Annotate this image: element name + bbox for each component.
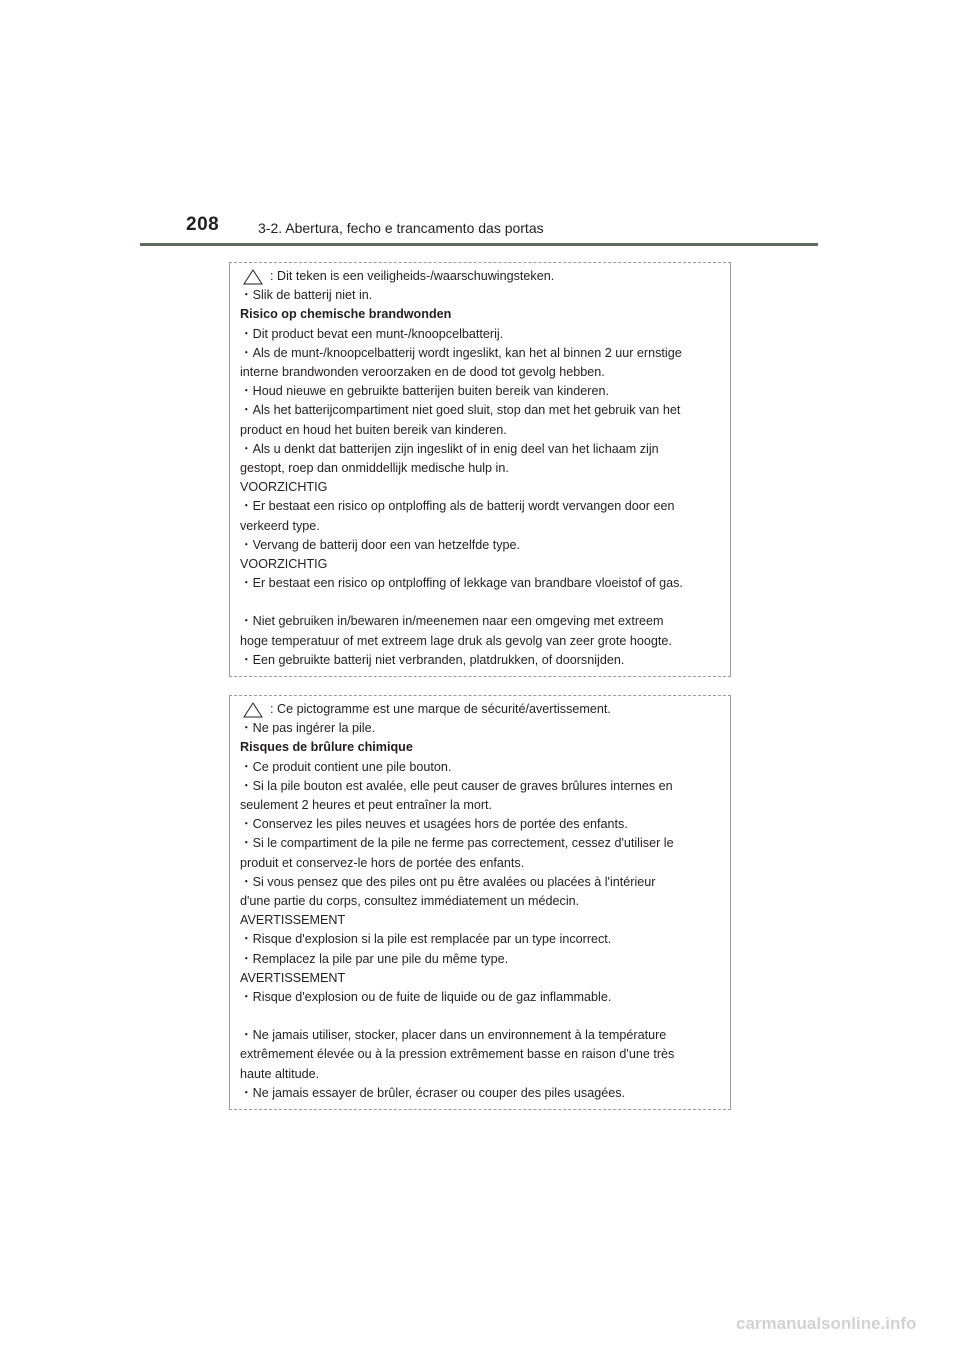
text-line: ・Als de munt-/knoopcelbatterij wordt ingeslikt, kan het al binnen 2 uur ernstige	[240, 345, 682, 360]
warning-symbol-line	[240, 700, 720, 719]
warning-triangle-icon	[240, 269, 266, 285]
text-line: produit et conservez-le hors de portée des enfants.	[240, 855, 525, 870]
text-line: seulement 2 heures et peut entraîner la mort.	[240, 798, 493, 813]
page-number: 208	[186, 214, 220, 235]
text-line: ・Vervang de batterij door een van hetzelfde type.	[240, 537, 521, 552]
text-line: ・Als het batterijcompartiment niet goed sluit, stop dan met het gebruik van het	[240, 403, 681, 418]
warning-box-french	[229, 695, 731, 1110]
text-line: product en houd het buiten bereik van kinderen.	[240, 422, 507, 437]
warning-symbol-line	[240, 267, 720, 286]
text-line: gestopt, roep dan onmiddellijk medische hulp in.	[240, 461, 509, 476]
warning-box-dutch	[229, 262, 731, 677]
text-line: d'une partie du corps, consultez immédiatement un médecin.	[240, 894, 580, 909]
warning-heading: AVERTISSEMENT	[240, 970, 346, 985]
text-line: ・Niet gebruiken in/bewaren in/meenemen naar een omgeving met extreem	[240, 614, 664, 629]
section-title: 3-2. Abertura, fecho e trancamento das portas	[258, 220, 544, 236]
text-line: ・Ne pas ingérer la pile.	[240, 721, 376, 736]
text-line: interne brandwonden veroorzaken en de dood tot gevolg hebben.	[240, 365, 605, 380]
text-line: haute altitude.	[240, 1066, 320, 1081]
text-line: ・Risque d'explosion si la pile est remplacée par un type incorrect.	[240, 932, 612, 947]
warning-symbol-text: : Ce pictogramme est une marque de sécurité/avertissement.	[270, 702, 611, 716]
text-line: ・Ce produit contient une pile bouton.	[240, 759, 452, 774]
warning-heading: AVERTISSEMENT	[240, 913, 346, 928]
text-line: ・Ne jamais utiliser, stocker, placer dans un environnement à la température	[240, 1028, 667, 1043]
text-line: ・Si la pile bouton est avalée, elle peut causer de graves brûlures internes en	[240, 778, 673, 793]
text-line: ・Si vous pensez que des piles ont pu être avalées ou placées à l'intérieur	[240, 874, 656, 889]
text-line: ・Remplacez la pile par une pile du même type.	[240, 951, 509, 966]
page-header	[0, 0, 960, 250]
warning-symbol-text: : Dit teken is een veiligheids-/waarschuwingsteken.	[270, 269, 555, 283]
text-line: ・Dit product bevat een munt-/knoopcelbatterij.	[240, 326, 504, 341]
warning-triangle-icon	[240, 702, 266, 718]
text-line: hoge temperatuur of met extreem lage druk als gevolg van zeer grote hoogte.	[240, 633, 672, 648]
caution-heading: VOORZICHTIG	[240, 480, 328, 495]
watermark: carmanualsonline.info	[736, 1314, 917, 1333]
text-line: ・Risque d'explosion ou de fuite de liquide ou de gaz inflammable.	[240, 990, 612, 1005]
text-line: ・Er bestaat een risico op ontploffing of lekkage van brandbare vloeistof of gas.	[240, 576, 683, 591]
section-heading: Risico op chemische brandwonden	[240, 307, 452, 322]
text-line: ・Si le compartiment de la pile ne ferme pas correctement, cessez d'utiliser le	[240, 836, 674, 851]
text-line: ・Er bestaat een risico op ontploffing als de batterij wordt vervangen door een	[240, 499, 675, 514]
section-heading: Risques de brûlure chimique	[240, 740, 413, 755]
header-divider	[140, 243, 818, 246]
text-line: ・Houd nieuwe en gebruikte batterijen buiten bereik van kinderen.	[240, 384, 609, 399]
text-line: ・Ne jamais essayer de brûler, écraser ou couper des piles usagées.	[240, 1085, 626, 1100]
text-line: ・Conservez les piles neuves et usagées hors de portée des enfants.	[240, 817, 628, 832]
text-line: ・Slik de batterij niet in.	[240, 288, 373, 303]
caution-heading: VOORZICHTIG	[240, 557, 328, 572]
text-line: verkeerd type.	[240, 518, 320, 533]
text-line: extrêmement élevée ou à la pression extrêmement basse en raison d'une très	[240, 1047, 675, 1062]
text-line: ・Een gebruikte batterij niet verbranden, platdrukken, of doorsnijden.	[240, 652, 625, 667]
text-line: ・Als u denkt dat batterijen zijn ingeslikt of in enig deel van het lichaam zijn	[240, 441, 659, 456]
